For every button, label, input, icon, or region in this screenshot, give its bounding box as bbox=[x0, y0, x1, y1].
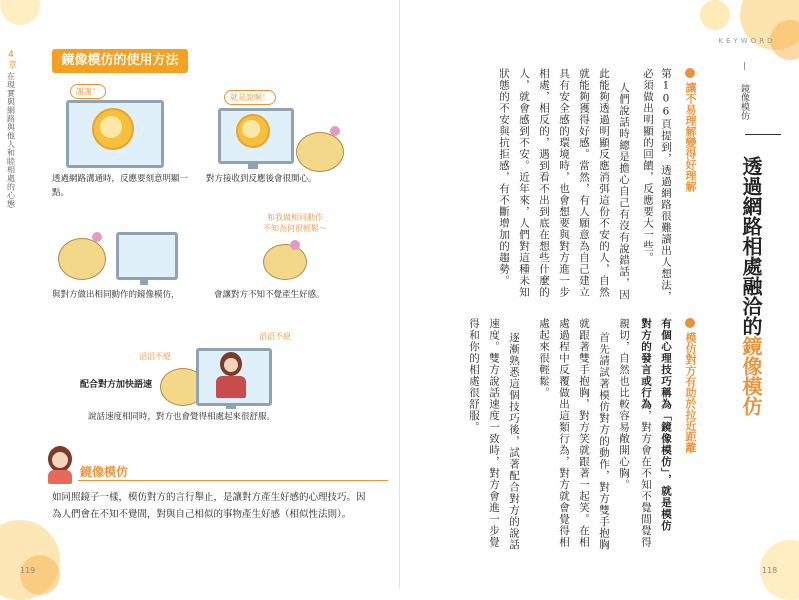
panel-1-caption: 透過網路溝通時，反應要刻意明顯一點。 bbox=[52, 174, 189, 198]
page-title-part1: 透過網路相處融洽的 bbox=[739, 156, 763, 336]
section-2-line: 速度。雙方說話速度一致時，對方會進一步覺 bbox=[488, 318, 500, 548]
panel-1-bubble: 謝謝！ bbox=[70, 84, 106, 99]
section-1-marker-icon bbox=[685, 68, 695, 78]
flower-icon bbox=[290, 240, 300, 250]
section-2-line: 就跟著雙手抱胸，對方笑就跟著一起笑。在相 bbox=[578, 318, 590, 548]
section-1-line: 此能夠透過明顯反應消弭這份不安的人，自然 bbox=[598, 68, 610, 298]
section-2-bold-line: 有個心理技巧稱為「鏡像模仿」，就是模仿 bbox=[660, 318, 672, 532]
bokeh-dot bbox=[0, 0, 40, 25]
section-2-line: 逐漸熟悉這個技巧後，試著配合對方的說話 bbox=[508, 332, 520, 551]
section-1-line: 狀態的不安與抗拒感，有不斷增加的趨勢。 bbox=[498, 68, 510, 287]
panel-3-caption-a: 與對方做出相同動作的鏡像模仿， bbox=[52, 290, 180, 300]
panel-4-label: 配合對方加快語速 bbox=[80, 380, 153, 390]
keyword-term: 鏡像模仿 bbox=[739, 84, 749, 120]
section-1-line: 具有安全感的環境時，也會想要與對方進一步 bbox=[558, 68, 570, 298]
right-page-number: 118 bbox=[762, 566, 778, 575]
section-2-bold-phrase: 對方的發言或行為 bbox=[640, 318, 652, 410]
section-2-line-rest: ，對方會在不知不覺間覺得 bbox=[640, 410, 652, 548]
panel-2-bubble: 就是說啊！ bbox=[224, 90, 276, 105]
sun-face-icon bbox=[100, 116, 122, 138]
monitor-stand bbox=[248, 161, 258, 169]
section-2-line: 處過程中反覆做出這類行為，對方就會覺得相 bbox=[558, 318, 570, 548]
monitor-stand bbox=[226, 403, 236, 409]
keyword-label: KEYWORD bbox=[718, 37, 776, 45]
panel-3-caption-b: 會讓對方不知不覺產生好感。 bbox=[214, 290, 325, 300]
section-2-line bbox=[638, 318, 653, 548]
page-title-highlight: 鏡像模仿 bbox=[739, 336, 763, 416]
raccoon-character-icon bbox=[58, 238, 106, 280]
page-spine bbox=[399, 0, 400, 588]
section-2-line: 首先請試著模仿對方的動作，對方雙手抱胸 bbox=[598, 332, 610, 551]
flower-icon bbox=[330, 126, 340, 136]
raccoon-character-icon bbox=[263, 244, 307, 280]
section-2-marker-icon bbox=[685, 318, 695, 328]
section-1-line: 相處，相反的，遇到看不出到底在想些什麼的 bbox=[538, 68, 550, 298]
section-1-line: 就能夠獲得好感。當然，有人願意為自己建立 bbox=[578, 68, 590, 298]
section-1-line: 人，就會感到不安。近年來，人們對這種未知 bbox=[518, 68, 530, 298]
method-title: 鏡像模仿的使用方法 bbox=[52, 49, 188, 73]
person-face-icon bbox=[224, 358, 238, 372]
person-body-icon bbox=[216, 376, 246, 398]
section-1-line: 必須做出明顯的回饋，反應要大一些。 bbox=[642, 68, 654, 264]
monitor-stand bbox=[140, 277, 148, 285]
page-title bbox=[738, 156, 763, 416]
flower-icon bbox=[92, 232, 102, 242]
section-1-line: 人們說話時總是擔心自己有沒有說錯話，因 bbox=[618, 82, 630, 301]
section-2-line: 處起來很輕鬆。 bbox=[538, 318, 550, 399]
title-rule bbox=[745, 134, 781, 135]
chapter-subtitle: 在現實與網路與他人和睦相處的心態 bbox=[6, 72, 16, 208]
panel-4-caption: 說話速度相同時，對方也會覺得相處起來很舒服。 bbox=[88, 412, 276, 422]
section-1-line: 第106頁提到，透過網路很難讀出人想法， bbox=[660, 68, 672, 303]
definition-title: 鏡像模仿 bbox=[80, 465, 129, 479]
panel-3-bubble: 和我做相同動作 不知為何很輕鬆～ bbox=[263, 213, 327, 233]
bokeh-dot bbox=[20, 555, 60, 595]
definition-divider bbox=[78, 480, 388, 481]
sun-face-icon bbox=[242, 120, 260, 138]
panel-2-caption: 對方接收到反應後會很開心。 bbox=[206, 174, 317, 184]
section-2-line: 親切，自然也比較容易敞開心胸。 bbox=[618, 318, 630, 491]
keyword-tick bbox=[744, 62, 745, 70]
teacher-face-icon bbox=[52, 452, 68, 468]
panel-3-screen-bg bbox=[116, 232, 178, 280]
section-2-heading: 模仿對方有助於拉近距離 bbox=[684, 332, 697, 453]
chapter-label: 4章 bbox=[6, 50, 16, 69]
bokeh-dot bbox=[700, 0, 730, 30]
panel-4-bubble-right: 滔滔不絕 bbox=[254, 330, 296, 343]
definition-body: 如同照鏡子一樣，模仿對方的言行舉止，是讓對方產生好感的心理技巧。因為人們會在不知不覺間，對與自己相似的事物產生好感（相似性法則）。 bbox=[52, 492, 366, 520]
panel-4-bubble-left: 滔滔不絕 bbox=[134, 350, 176, 363]
raccoon-character-icon bbox=[296, 132, 344, 172]
section-1-heading: 讓不易理解變得好理解 bbox=[684, 82, 697, 192]
section-2-line: 得和你的相處很舒服。 bbox=[468, 318, 480, 433]
teacher-body-icon bbox=[48, 470, 72, 484]
left-page-number: 119 bbox=[20, 566, 36, 575]
